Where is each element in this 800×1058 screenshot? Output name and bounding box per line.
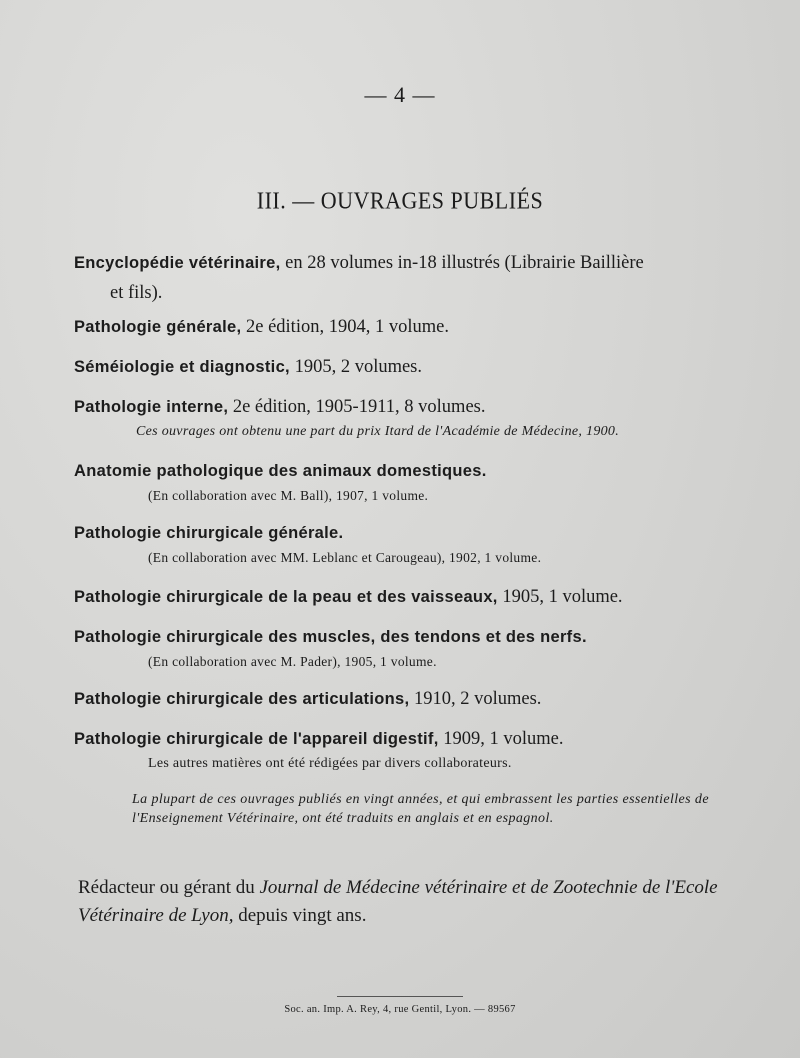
page-number: — 4 — — [364, 82, 436, 107]
editor-prefix: Rédacteur ou gérant du — [78, 877, 260, 898]
footer-divider — [337, 996, 463, 997]
note-pader: (En collaboration avec M. Pader), 1905, 1 volume. — [148, 654, 437, 669]
entry-title: Pathologie interne, — [74, 398, 229, 416]
journal-title: Journal de Médecine vétérinaire et de Zootechnie de l'Ecole Vétérinaire de Lyon, — [78, 877, 718, 926]
editor-suffix: depuis vingt ans. — [233, 905, 367, 926]
entry-semeiologie — [74, 352, 734, 382]
entry-continuation: et fils). — [110, 283, 163, 303]
entry-encyclopedie — [74, 248, 734, 308]
note-autres-matieres: Les autres matières ont été rédigées par divers collaborateurs. — [148, 756, 512, 771]
entry-title: Pathologie chirurgicale des muscles, des tendons et des nerfs. — [74, 628, 587, 646]
entry-details: 1905, 1 volume. — [497, 587, 623, 607]
printer-footer: Soc. an. Imp. A. Rey, 4, rue Gentil, Lyon. — 89567 — [284, 1004, 516, 1015]
entry-anatomie-pathologique — [74, 456, 734, 486]
note-leblanc: (En collaboration avec MM. Leblanc et Carougeau), 1902, 1 volume. — [148, 550, 542, 565]
section-title: III. — OUVRAGES PUBLIÉS — [256, 186, 544, 214]
note-prix-itard: Ces ouvrages ont obtenu une part du prix Itard de l'Académie de Médecine, 1900. — [136, 424, 620, 439]
entry-title: Pathologie chirurgicale des articulations, — [74, 690, 410, 708]
entry-articulations — [74, 684, 734, 714]
entry-title: Pathologie chirurgicale générale. — [74, 524, 344, 542]
entry-title: Pathologie chirurgicale de l'appareil digestif, — [74, 730, 439, 748]
entry-peau-vaisseaux — [74, 582, 734, 612]
entry-title: Pathologie chirurgicale de la peau et des vaisseaux, — [74, 588, 498, 606]
entry-title: Pathologie générale, — [74, 318, 242, 336]
entry-title: Séméiologie et diagnostic, — [74, 358, 290, 376]
entry-details: 1910, 2 volumes. — [409, 689, 542, 709]
note-ball: (En collaboration avec M. Ball), 1907, 1 volume. — [148, 488, 429, 503]
entry-pathologie-interne — [74, 392, 734, 422]
entry-title: Encyclopédie vétérinaire, — [74, 254, 281, 272]
editor-statement — [78, 874, 738, 930]
entry-details: en 28 volumes in-18 illustrés (Librairie Baillière — [280, 253, 644, 273]
translation-paragraph: La plupart de ces ouvrages publiés en vingt années, et qui embrassent les parties essentielles de l'Enseignement Vétérinaire, ont été traduits en anglais et en espagnol. — [132, 792, 709, 826]
entry-appareil-digestif — [74, 724, 734, 754]
entry-pathologie-generale — [74, 312, 734, 342]
entry-details: 1909, 1 volume. — [438, 729, 564, 749]
entry-details: 2e édition, 1905-1911, 8 volumes. — [228, 397, 486, 417]
entry-details: 2e édition, 1904, 1 volume. — [241, 317, 449, 337]
entry-title: Anatomie pathologique des animaux domestiques. — [74, 462, 487, 480]
entry-chirurgicale-generale — [74, 518, 734, 548]
entry-muscles-tendons — [74, 622, 734, 652]
entry-details: 1905, 2 volumes. — [289, 357, 423, 377]
